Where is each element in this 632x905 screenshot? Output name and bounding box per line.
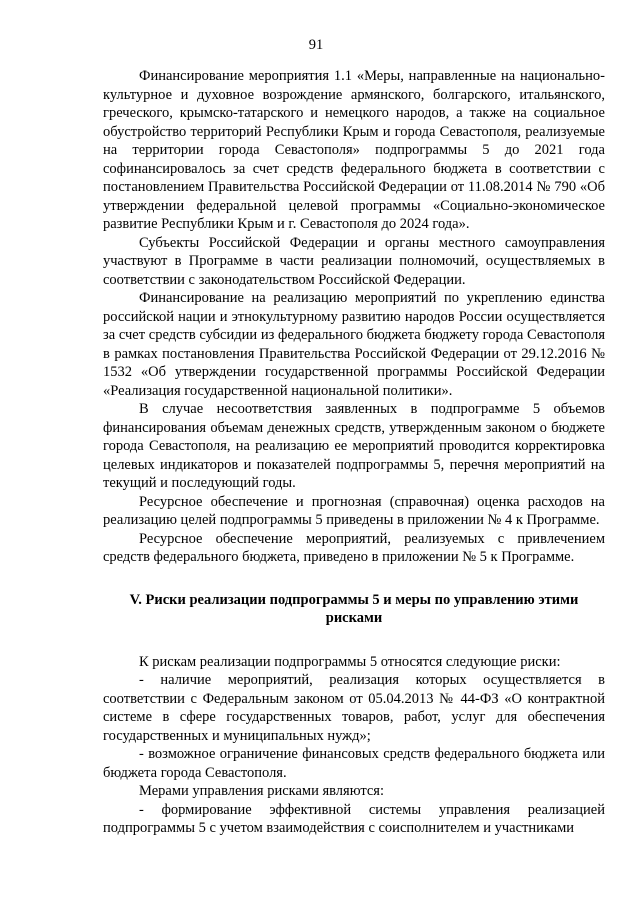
page-body <box>103 67 605 838</box>
list-item-risk-budget-limit: - возможное ограничение финансовых средств федерального бюджета или бюджета города Севастополя. <box>103 746 605 781</box>
paragraph-financing-measure-1-1: Финансирование мероприятия 1.1 «Меры, направленные на национально-культурное и духовное возрождение армянского, болгарского, итальянского, греческого, крымско-татарского и немецкого народов, а также на социальное обустройство территорий Республики Крым и города Севастополя, реализуемые на территории города Севастополя» подпрограммы 5 до 2021 года софинансировалось за счет средств федерального бюджета в соответствии с постановлением Правительства Российской Федерации от 11.08.2014 № 790 «Об утверждении федеральной целевой программы «Социально-экономическое развитие Республики Крым и г. Севастополя до 2024 года». <box>103 68 605 232</box>
paragraph-nation-unity-financing: Финансирование на реализацию мероприятий по укреплению единства российской нации и этнокультурному развитию народов России осуществляется за счет средств субсидии из федерального бюджета бюджету города Севастополя в рамках постановления Правительства Российской Федерации от 29.12.2016 № 1532 «Об утверждении государственной программы Российской Федерации «Реализация государственной национальной политики». <box>103 290 605 399</box>
page-number: 91 <box>308 37 324 53</box>
paragraph-risk-measures-intro: Мерами управления рисками являются: <box>139 783 385 799</box>
paragraph-federation-subjects: Субъекты Российской Федерации и органы местного самоуправления участвуют в Программе в части реализации полномочий, осуществляемых в соответствии с законодательством Российской Федерации. <box>103 234 605 288</box>
list-item-measure-management-system: - формирование эффективной системы управления реализацией подпрограммы 5 с учетом взаимодействия с соисполнителем и участниками <box>103 801 605 836</box>
section-heading: V. Риски реализации подпрограммы 5 и меры по управлению этими рисками <box>129 591 579 626</box>
paragraph-resource-appendix-4: Ресурсное обеспечение и прогнозная (справочная) оценка расходов на реализацию целей подпрограммы 5 приведены в приложении № 4 к Программе. <box>103 493 605 528</box>
paragraph-resource-appendix-5: Ресурсное обеспечение мероприятий, реализуемых с привлечением средств федерального бюджета, приведено в приложении № 5 к Программе. <box>103 530 605 565</box>
list-item-risk-procurement: - наличие мероприятий, реализация которых осуществляется в соответствии с Федеральным законом от 05.04.2013 № 44-ФЗ «О контрактной системе в сфере государственных товаров, работ, услуг для обеспечения государственных и муниципальных нужд»; <box>103 672 605 744</box>
paragraph-risks-intro: К рискам реализации подпрограммы 5 относятся следующие риски: <box>139 653 561 670</box>
paragraph-budget-mismatch: В случае несоответствия заявленных в подпрограмме 5 объемов финансирования объемам денежных средств, утвержденным законом о бюджете города Севастополя, на реализацию ее мероприятий проводится корректировка целевых индикаторов и показателей подпрограммы 5, перечня мероприятий на текущий и последующий годы. <box>103 401 605 491</box>
